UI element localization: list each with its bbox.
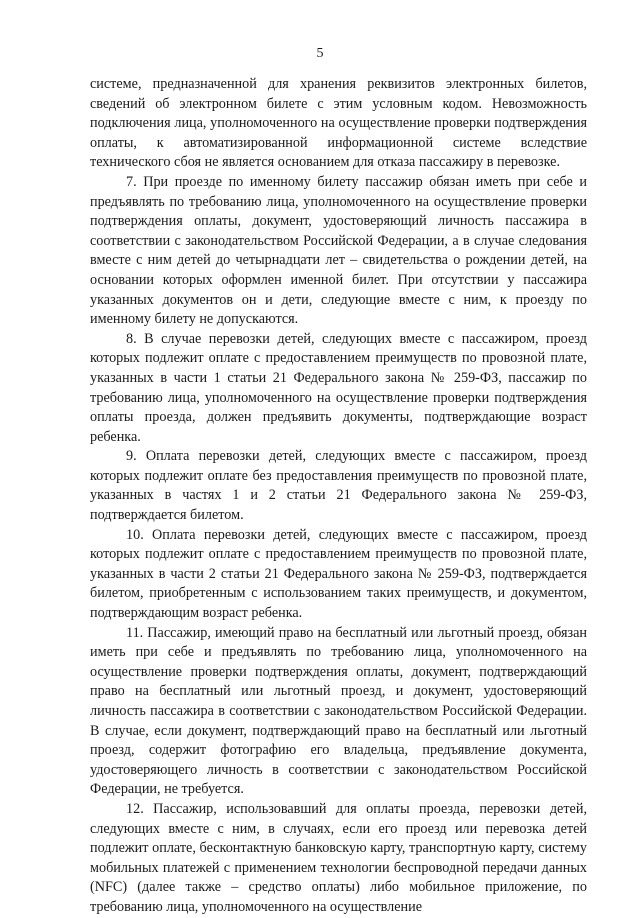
paragraph-7: 7. При проезде по именному билету пассажир обязан иметь при себе и предъявлять по требованию лица, уполномоченного на осуществление проверки подтверждения оплаты, документ, удостоверяющий личность пассажира в соответствии с законодательством Российской Федерации, а в случае следования вместе с ним детей до четырнадцати лет – свидетельства о рождении детей, на основании которых оформлен именной билет. При отсутствии у пассажира указанных документов он и дети, следующие вместе с ним, к проезду по именному билету не допускаются. — [90, 173, 587, 328]
page-number: 5 — [316, 46, 324, 61]
paragraph-9: 9. Оплата перевозки детей, следующих вместе с пассажиром, проезд которых подлежит оплате без предоставления преимуществ по провозной плате, указанных в частях 1 и 2 статьи 21 Федерального закона № 259-ФЗ, подтверждается билетом. — [90, 448, 587, 524]
paragraph-continuation: системе, предназначенной для хранения реквизитов электронных билетов, сведений об электронном билете с этим условным кодом. Невозможность подключения лица, уполномоченного на осуществление проверки подтверждения оплаты, к автоматизированной информационной системе вследствие технического сбоя не является основанием для отказа пассажиру в перевозке. — [90, 76, 587, 171]
document-body — [90, 75, 587, 918]
paragraph-12: 12. Пассажир, использовавший для оплаты проезда, перевозки детей, следующих вместе с ним, в случаях, если его проезд или перевозка детей подлежит оплате, бесконтактную банковскую карту, транспортную карту, систему мобильных платежей с применением технологии беспроводной передачи данных (NFC) (далее также – средство оплаты) либо мобильное приложение, по требованию лица, уполномоченного на осуществление — [90, 800, 587, 915]
paragraph-10: 10. Оплата перевозки детей, следующих вместе с пассажиром, проезд которых подлежит оплате с предоставлением преимуществ по провозной плате, указанных в части 2 статьи 21 Федерального закона № 259-ФЗ, подтверждается билетом, приобретенным с использованием таких преимуществ, и документом, подтверждающим возраст ребенка. — [90, 526, 587, 622]
paragraph-11: 11. Пассажир, имеющий право на бесплатный или льготный проезд, обязан иметь при себе и предъявлять по требованию лица, уполномоченного на осуществление проверки подтверждения оплаты, документ, подтверждающий право на бесплатный или льготный проезд, и документ, удостоверяющий личность пассажира в соответствии с законодательством Российской Федерации. В случае, если документ, подтверждающий право на бесплатный или льготный проезд, содержит фотографию его владельца, предъявление документа, удостоверяющего личность в соответствии с законодательством Российской Федерации, не требуется. — [90, 624, 587, 798]
paragraph-8: 8. В случае перевозки детей, следующих вместе с пассажиром, проезд которых подлежит оплате с предоставлением преимуществ по провозной плате, указанных в части 1 статьи 21 Федерального закона № 259-ФЗ, пассажир по требованию лица, уполномоченного на осуществление проверки подтверждения оплаты проезда, должен предъявить документы, подтверждающие возраст ребенка. — [90, 330, 587, 445]
